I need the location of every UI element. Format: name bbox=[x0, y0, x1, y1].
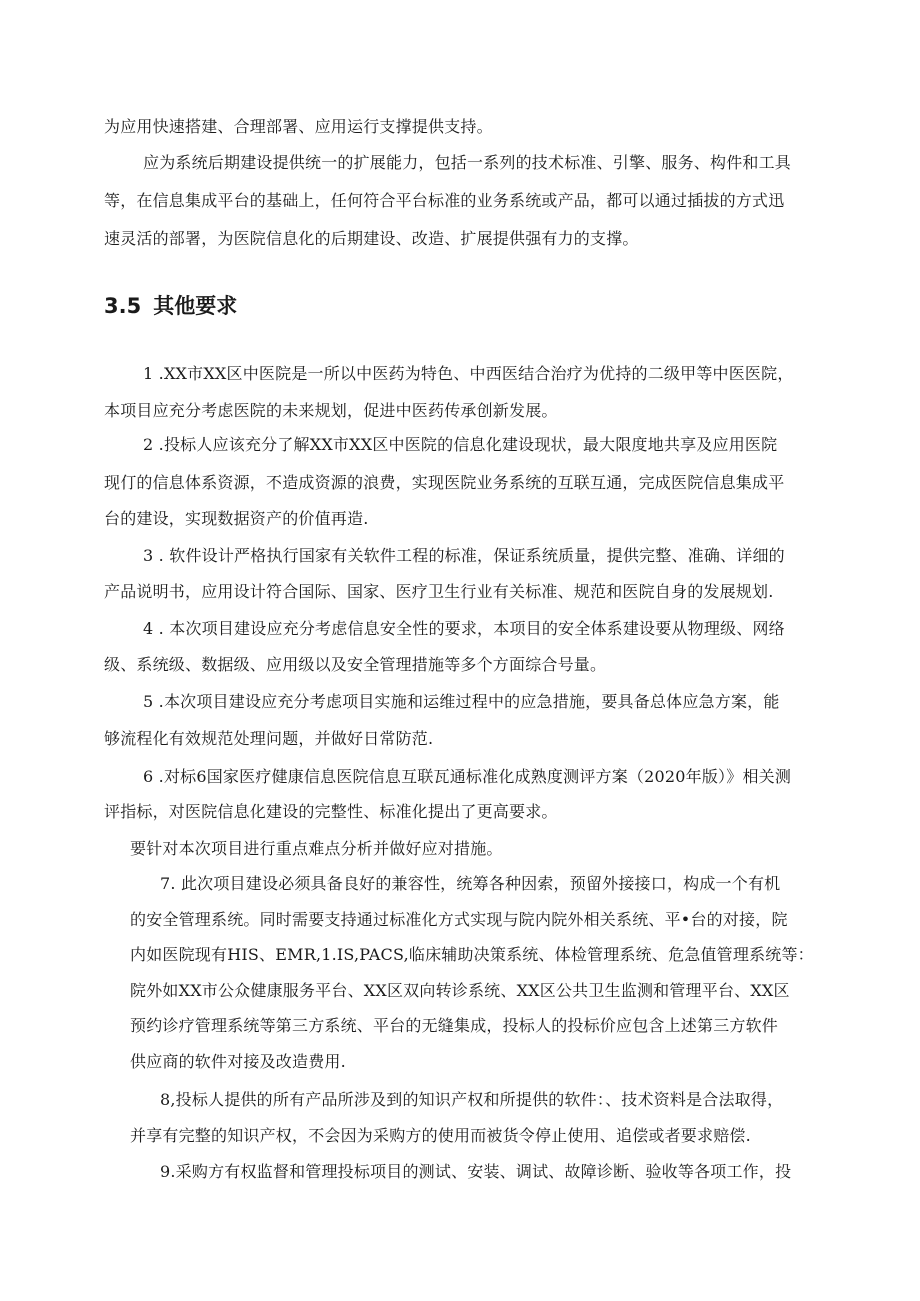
item-7-line-1: 7. 此次项目建设必须具备良好的兼容性，统筹各种因索，预留外接接口，构成一个有机 bbox=[160, 874, 781, 893]
section-number: 3.5 bbox=[104, 294, 142, 318]
intro-line-1: 为应用快速搭建、合理部署、应用运行支撑提供支持。 bbox=[104, 117, 493, 136]
item-1-line-1: 1 .XX市XX区中医院是一所以中医药为特色、中西医结合治疗为优持的二级甲等中医医院， bbox=[143, 364, 794, 383]
intro-para-2-line-2: 等，在信息集成平台的基础上，任何符合平台标准的业务系统或产品，都可以通过插拔的方式迅 bbox=[104, 191, 785, 210]
item-2-line-3: 台的建设，实现数据资产的价值再造. bbox=[104, 509, 369, 528]
item-7-line-2: 的安全管理系统。同时需要支持通过标准化方式实现与院内院外相关系统、平•台的对接，院 bbox=[130, 910, 788, 929]
item-9-line-1: 9.采购方有权监督和管理投标项目的测试、安装、调试、故障诊断、验收等各项工作，投 bbox=[160, 1162, 792, 1181]
item-3-line-2: 产品说明书，应用设计符合国际、国家、医疗卫生行业有关标准、规范和医院自身的发展规划. bbox=[104, 582, 774, 601]
note-line: 要针对本次项目进行重点难点分析并做好应对措施。 bbox=[130, 839, 503, 858]
item-8-line-2: 并享有完整的知识产权，不会因为采购方的使用而被货令停止使用、追偿或者要求赔偿. bbox=[130, 1126, 751, 1145]
item-7-line-4: 院外如XX市公众健康服务平台、XX区双向转诊系统、XX区公共卫生监测和管理平台、XX区 bbox=[130, 981, 790, 1000]
item-4-line-2: 级、系统级、数据级、应用级以及安全管理措施等多个方面综合号量。 bbox=[104, 655, 607, 674]
item-2-line-1: 2 .投标人应该充分了解XX市XX区中医院的信息化建设现状，最大限度地共享及应用医院 bbox=[143, 435, 778, 454]
section-title: 其他要求 bbox=[153, 294, 238, 318]
item-7-line-5: 预约诊疗管理系统等第三方系统、平台的无缝集成，投标人的投标价应包含上述第三方软件 bbox=[130, 1016, 779, 1035]
item-3-line-1: 3 . 软件设计严格执行国家有关软件工程的标准，保证系统质量，提供完整、准确、详细的 bbox=[143, 546, 785, 565]
intro-para-2-line-3: 速灵活的部署，为医院信息化的后期建设、改造、扩展提供强有力的支撑。 bbox=[104, 229, 639, 248]
item-8-line-1: 8,投标人提供的所有产品所涉及到的知识产权和所提供的软件：、技术资料是合法取得， bbox=[160, 1090, 784, 1109]
item-6-line-1: 6 .对标6国家医疗健康信息医院信息互联瓦通标准化成熟度测评方案（2020年版）》相关测 bbox=[143, 767, 792, 786]
item-2-line-2: 现仃的信息体系资源，不造成资源的浪费，实现医院业务系统的互联互通，完成医院信息集成平 bbox=[104, 473, 785, 492]
item-5-line-2: 够流程化有效规范处理问题，并做好日常防范. bbox=[104, 729, 434, 748]
item-6-line-2: 评指标，对医院信息化建设的完整性、标准化提出了更高要求。 bbox=[104, 802, 558, 821]
intro-para-2-line-1: 应为系统后期建设提供统一的扩展能力，包括一系列的技术标准、引擎、服务、构件和工具 bbox=[143, 153, 792, 172]
item-7-line-3: 内如医院现有HIS、EMR,1.IS,PACS,临床辅助决策系统、体检管理系统、危急值管理系统等： bbox=[130, 945, 814, 964]
item-7-line-6: 供应商的软件对接及改造费用. bbox=[130, 1052, 346, 1071]
item-4-line-1: 4 . 本次项目建设应充分考虑信息安全性的要求，本项目的安全体系建设要从物理级、网络 bbox=[143, 619, 785, 638]
item-5-line-1: 5 .本次项目建设应充分考虑项目实施和运维过程中的应急措施，要具备总体应急方案，能 bbox=[143, 692, 780, 711]
item-1-line-2: 本项目应充分考虑医院的未来规划，促进中医药传承创新发展。 bbox=[104, 401, 558, 420]
section-heading bbox=[104, 292, 237, 320]
